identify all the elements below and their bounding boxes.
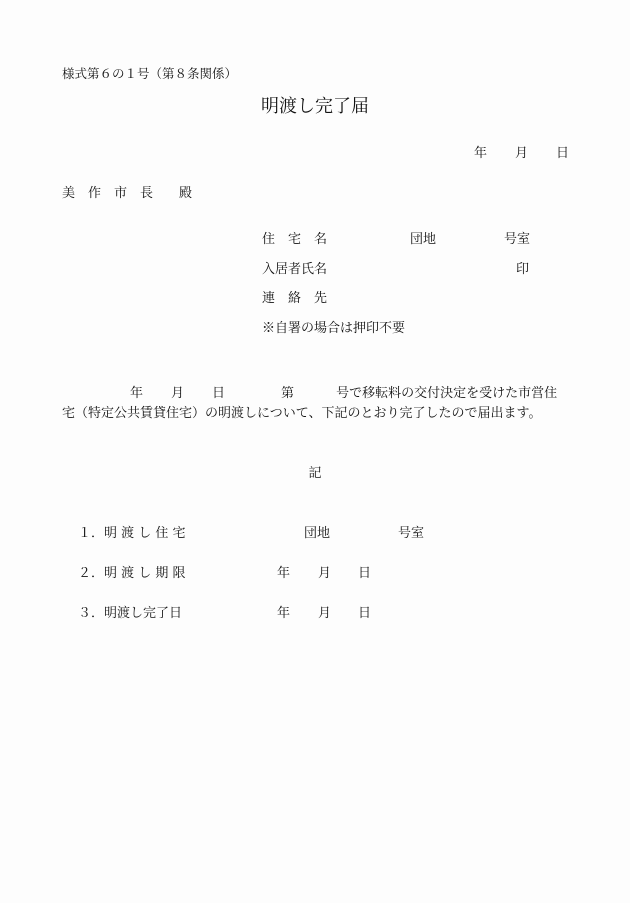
document-title: 明渡し完了届 [261,96,369,117]
date-day: 日 [556,146,570,161]
date-month: 月 [515,146,529,161]
seal-mark: 印 [516,262,530,277]
resident-name-label: 入居者氏名 [262,262,328,277]
item-3-label: ３．明渡し完了日 [78,606,183,621]
housing-name-label: 住 宅 名 [262,232,328,247]
body-month: 月 [171,386,185,401]
item-1-danchi: 団地 [304,526,331,541]
form-number: 様式第６の１号（第８条関係） [62,66,238,81]
date-year: 年 [474,146,488,161]
body-line-2: 宅（特定公共賃貸住宅）の明渡しについて、下記のとおり完了したので届出ます。 [62,406,542,421]
item-3-year: 年 [277,606,291,621]
submission-date [474,146,569,162]
body-number-prefix: 第 [281,386,295,401]
ki-heading: 記 [308,466,322,481]
item-2-day: 日 [358,566,372,581]
contact-label: 連 絡 先 [262,291,328,306]
seal-note: ※自署の場合は押印不要 [262,321,406,336]
item-2-month: 月 [318,566,332,581]
item-2-label: ２．明 渡 し 期 限 [78,566,186,581]
body-line1-rest: 号で移転料の交付決定を受けた市営住 [336,386,558,401]
body-line-1 [62,386,582,402]
body-day: 日 [212,386,226,401]
housing-room-label: 号室 [504,232,531,247]
item-1-room: 号室 [398,526,425,541]
item-3-month: 月 [318,606,332,621]
item-1-label: １．明 渡 し 住 宅 [78,526,186,541]
housing-danchi-label: 団地 [410,232,437,247]
item-3-day: 日 [358,606,372,621]
body-year: 年 [130,386,144,401]
item-2-year: 年 [277,566,291,581]
addressee: 美 作 市 長 殿 [62,186,193,201]
